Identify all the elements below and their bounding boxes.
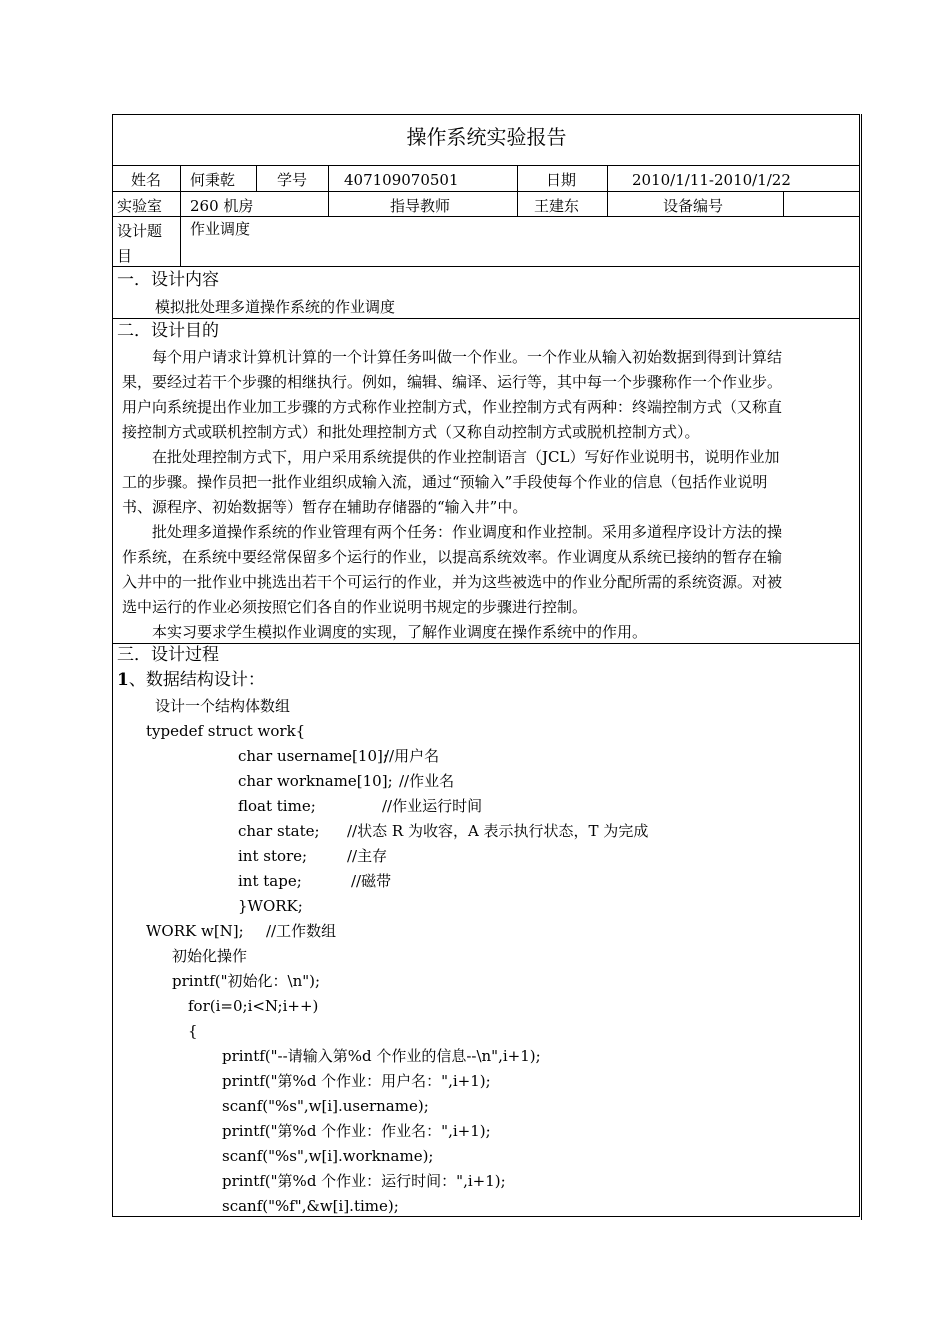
code-open-brace: {	[188, 1022, 198, 1040]
lab-label: 实验室	[117, 197, 163, 215]
code-line-7: scanf("%f",&w[i].time);	[222, 1197, 399, 1215]
code-field-workname: char workname[10];	[238, 772, 393, 790]
paragraph-line: 选中运行的作业必须按照它们各自的作业说明书规定的步骤进行控制。	[122, 598, 588, 616]
rule-row2-bottom	[112, 216, 860, 217]
section2-heading: 二．设计目的	[117, 321, 219, 341]
section1-heading: 一．设计内容	[117, 270, 219, 290]
paragraph-line: 书、源程序、初始数据等）暂存在辅助存储器的“输入井”中。	[122, 498, 528, 516]
paragraph-line: 作系统，在系统中要经常保留多个运行的作业，以提高系统效率。作业调度从系统已接纳的暂存在输	[122, 548, 783, 566]
code-field-tape: int tape;	[238, 872, 302, 890]
paragraph-line: 用户向系统提出作业加工步骤的方式称作业控制方式，作业控制方式有两种：终端控制方式（又称直	[122, 398, 783, 416]
student-id-label: 学号	[277, 171, 308, 189]
rule-v-r2-e	[783, 191, 784, 217]
struct-description: 设计一个结构体数组	[155, 697, 291, 715]
code-comment-store: //主存	[347, 847, 388, 865]
code-array-decl: WORK w[N];	[146, 922, 244, 940]
code-printf-init: printf("初始化：\n");	[172, 972, 321, 990]
code-field-time: float time;	[238, 797, 316, 815]
code-struct-close: }WORK;	[238, 897, 303, 915]
purpose-paragraph-4	[122, 620, 852, 645]
paragraph-line: 本实习要求学生模拟作业调度的实现，了解作业调度在操作系统中的作用。	[122, 623, 648, 641]
date-value: 2010/1/11-2010/1/22	[632, 171, 791, 189]
rule-v-r1-d	[517, 165, 518, 192]
subsection1-title: 、数据结构设计：	[128, 670, 265, 690]
code-line-1: printf("--请输入第%d 个作业的信息--\n",i+1);	[222, 1047, 541, 1065]
code-line-2: printf("第%d 个作业：用户名：",i+1);	[222, 1072, 491, 1090]
report-title: 操作系统实验报告	[406, 125, 567, 149]
section3-heading: 三．设计过程	[117, 645, 219, 665]
purpose-paragraph-1	[122, 345, 852, 445]
code-comment-workname: //作业名	[399, 772, 455, 790]
name-value: 何秉乾	[190, 171, 236, 189]
rule-v-r1-a	[180, 165, 181, 192]
paragraph-line: 每个用户请求计算机计算的一个计算任务叫做一个作业。一个作业从输入初始数据到得到计算结	[122, 348, 783, 366]
lab-value: 260 机房	[190, 197, 254, 215]
frame-shadow	[861, 114, 862, 1220]
paragraph-line: 入井中的一批作业中挑选出若干个可运行的作业，并为这些被选中的作业分配所需的系统资源。对被	[122, 573, 783, 591]
rule-v-r1-b	[256, 165, 257, 192]
init-label: 初始化操作	[172, 947, 248, 965]
code-line-4: printf("第%d 个作业：作业名：",i+1);	[222, 1122, 491, 1140]
rule-v-r3-a	[180, 216, 181, 267]
topic-value: 作业调度	[190, 220, 251, 238]
subsection1-heading	[117, 671, 265, 689]
code-array-comment: //工作数组	[266, 922, 337, 940]
paragraph-line: 果，要经过若干个步骤的相继执行。例如，编辑、编译、运行等，其中每一个步骤称作一个作业步。	[122, 373, 783, 391]
rule-v-r2-b	[328, 191, 329, 217]
code-field-store: int store;	[238, 847, 308, 865]
code-comment-tape: //磁带	[351, 872, 392, 890]
teacher-label: 指导教师	[390, 197, 451, 215]
paragraph-line: 工的步骤。操作员把一批作业组织成输入流，通过“预输入”手段使每个作业的信息（包括作业说明	[122, 473, 768, 491]
purpose-paragraph-2	[122, 445, 852, 520]
code-for-loop: for(i=0;i<N;i++)	[188, 997, 319, 1015]
code-line-5: scanf("%s",w[i].workname);	[222, 1147, 434, 1165]
teacher-value: 王建东	[534, 197, 580, 215]
rule-v-r2-d	[607, 191, 608, 217]
code-comment-time: //作业运行时间	[382, 797, 483, 815]
rule-row3-bottom	[112, 266, 860, 267]
rule-v-r1-c	[328, 165, 329, 192]
paragraph-line: 在批处理控制方式下，用户采用系统提供的作业控制语言（JCL）写好作业说明书，说明作业加	[122, 448, 780, 466]
rule-row1-bottom	[112, 191, 860, 192]
code-field-state: char state;	[238, 822, 320, 840]
rule-v-r2-a	[180, 191, 181, 217]
topic-label-line2: 目	[117, 247, 133, 265]
name-label: 姓名	[131, 171, 162, 189]
code-comment-state: //状态 R 为收容，A 表示执行状态，T 为完成	[347, 822, 649, 840]
topic-label-line1: 设计题	[117, 222, 163, 240]
subsection1-number: 1	[117, 670, 129, 690]
student-id-value: 407109070501	[344, 171, 459, 189]
rule-v-r2-c	[517, 191, 518, 217]
device-label: 设备编号	[663, 197, 724, 215]
code-field-username: char username[10];	[238, 747, 388, 765]
rule-section1-bottom	[112, 318, 860, 319]
code-line-6: printf("第%d 个作业：运行时间：",i+1);	[222, 1172, 506, 1190]
code-comment-username: //用户名	[384, 747, 440, 765]
purpose-paragraph-3	[122, 520, 852, 620]
date-label: 日期	[546, 171, 577, 189]
code-struct-open: typedef struct work{	[146, 722, 306, 740]
paragraph-line: 批处理多道操作系统的作业管理有两个任务：作业调度和作业控制。采用多道程序设计方法的操	[122, 523, 783, 541]
rule-title-bottom	[112, 165, 860, 166]
paragraph-line: 接控制方式或联机控制方式）和批处理控制方式（又称自动控制方式或脱机控制方式）。	[122, 423, 700, 441]
code-line-3: scanf("%s",w[i].username);	[222, 1097, 429, 1115]
rule-v-r1-e	[607, 165, 608, 192]
section1-body: 模拟批处理多道操作系统的作业调度	[155, 298, 396, 316]
